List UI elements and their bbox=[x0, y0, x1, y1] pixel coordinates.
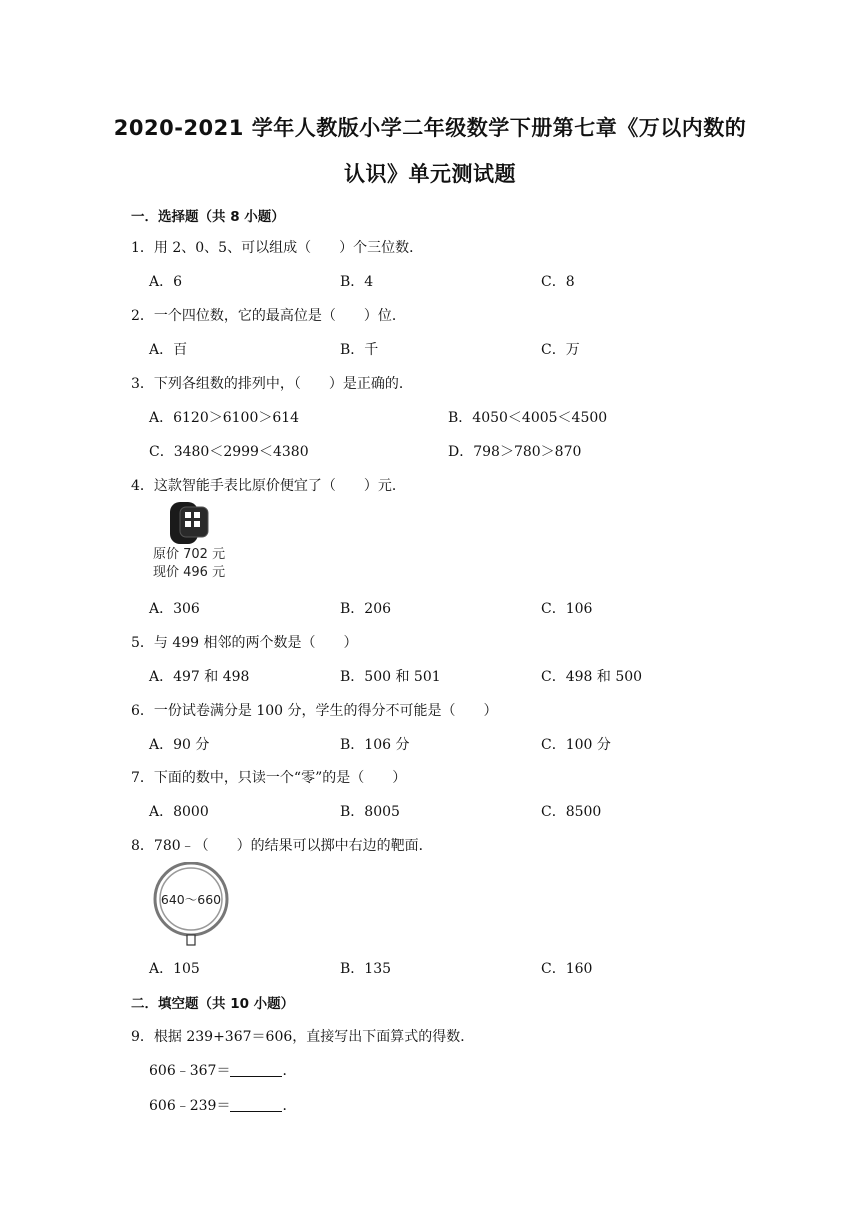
question-1: 1．用 2、0、5、可以组成（ ）个三位数． bbox=[131, 240, 424, 256]
option-a: A．百 bbox=[149, 342, 188, 358]
option-b: B．4050＜4005＜4500 bbox=[448, 410, 608, 426]
current-price-label: 现价 496 元 bbox=[153, 565, 226, 580]
equation-2: 606﹣239＝ bbox=[149, 1098, 231, 1114]
answer-blank[interactable] bbox=[230, 1062, 282, 1077]
option-d: D．798＞780＞870 bbox=[448, 444, 582, 460]
option-b: B．500 和 501 bbox=[340, 669, 441, 685]
target-image bbox=[151, 862, 235, 948]
option-c: C．3480＜2999＜4380 bbox=[149, 444, 309, 460]
option-a: A．6120＞6100＞614 bbox=[149, 410, 300, 426]
option-a: A．90 分 bbox=[149, 737, 210, 753]
option-b: B．206 bbox=[340, 601, 392, 617]
target-range-label: 640～660 bbox=[160, 892, 222, 907]
option-b: B．千 bbox=[340, 342, 379, 358]
document-title-line1: 2020-2021 学年人教版小学二年级数学下册第七章《万以内数的 bbox=[113, 116, 747, 140]
option-a: A．497 和 498 bbox=[149, 669, 250, 685]
option-c: C．8 bbox=[541, 274, 575, 290]
section-heading-choice: 一．选择题（共 8 小题） bbox=[131, 209, 285, 225]
option-a: A．8000 bbox=[149, 804, 209, 820]
answer-blank[interactable] bbox=[230, 1097, 282, 1112]
document-title-line2: 认识》单元测试题 bbox=[344, 162, 516, 186]
option-b: B．8005 bbox=[340, 804, 400, 820]
question-8: 8．780﹣（ ）的结果可以掷中右边的靶面． bbox=[131, 838, 433, 854]
option-a: A．105 bbox=[149, 961, 200, 977]
option-b: B．135 bbox=[340, 961, 392, 977]
option-c: C．100 分 bbox=[541, 737, 611, 753]
question-5: 5．与 499 相邻的两个数是（ ） bbox=[131, 635, 358, 651]
question-3: 3．下列各组数的排列中，（ ）是正确的． bbox=[131, 376, 413, 392]
section-heading-fill: 二．填空题（共 10 小题） bbox=[131, 996, 295, 1012]
option-c: C．万 bbox=[541, 342, 580, 358]
option-a: A．306 bbox=[149, 601, 200, 617]
original-price-label: 原价 702 元 bbox=[153, 547, 226, 562]
option-b: B．106 分 bbox=[340, 737, 410, 753]
option-c: C．106 bbox=[541, 601, 593, 617]
option-c: C．498 和 500 bbox=[541, 669, 643, 685]
fill-line-2: 606﹣239＝ ． bbox=[149, 1098, 297, 1114]
question-2: 2．一个四位数，它的最高位是（ ）位． bbox=[131, 308, 406, 324]
question-9: 9．根据 239+367＝606，直接写出下面算式的得数． bbox=[131, 1029, 475, 1045]
fill-line-1: 606﹣367＝ ． bbox=[149, 1063, 297, 1079]
option-a: A．6 bbox=[149, 274, 183, 290]
option-b: B．4 bbox=[340, 274, 374, 290]
smartwatch-icon bbox=[151, 502, 231, 546]
question-4: 4．这款智能手表比原价便宜了（ ）元． bbox=[131, 478, 406, 494]
target-icon bbox=[151, 862, 235, 948]
option-c: C．160 bbox=[541, 961, 593, 977]
smartwatch-image bbox=[151, 502, 231, 586]
option-c: C．8500 bbox=[541, 804, 602, 820]
question-6: 6．一份试卷满分是 100 分，学生的得分不可能是（ ） bbox=[131, 703, 498, 719]
question-7: 7．下面的数中，只读一个“零”的是（ ） bbox=[131, 770, 407, 786]
equation-1: 606﹣367＝ bbox=[149, 1063, 231, 1079]
